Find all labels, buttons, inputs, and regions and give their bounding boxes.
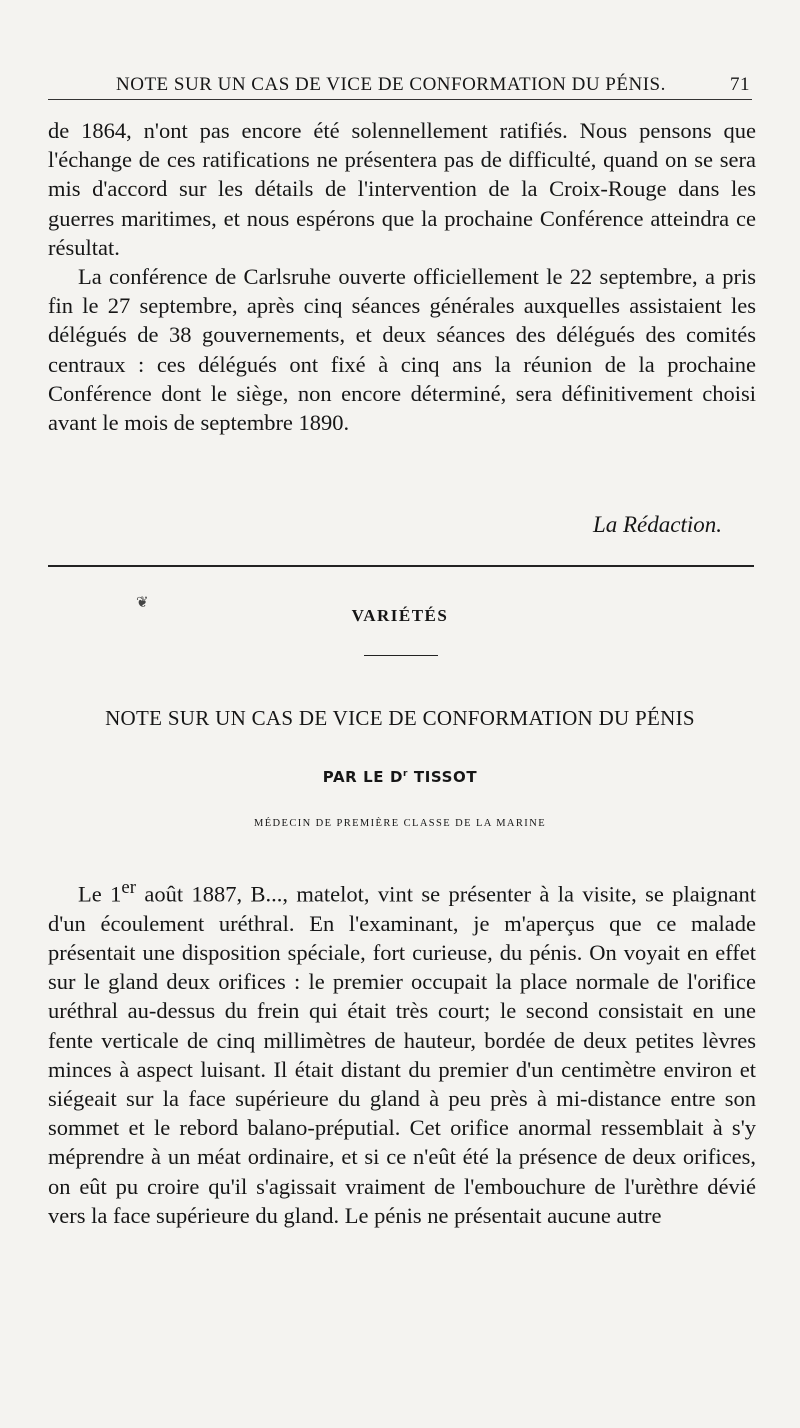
section-separator-rule — [48, 565, 754, 567]
continuation-paragraph-2: La conférence de Carlsruhe ouverte officiellement le 22 septembre, a pris fin le 27 septembre, après cinq séances générales auxquelles assistaient les délégués de 38 gouvernements, et deux séances des délégués des comités centraux : ces délégués ont fixé à cinq ans la réunion de la prochaine Conférence dont le siège, non encore déterminé, sera définitivement choisi avant le mois de septembre 1890. — [48, 264, 756, 436]
byline-prefix: PAR LE D — [322, 768, 404, 786]
section-heading: VARIÉTÉS — [351, 606, 449, 625]
continuation-text — [48, 116, 756, 437]
article-byline — [0, 768, 800, 786]
editorial-signature: La Rédaction. — [592, 512, 722, 537]
article-title: NOTE SUR UN CAS DE VICE DE CONFORMATION DU PÉNIS — [105, 706, 695, 730]
continuation-paragraph-1: de 1864, n'ont pas encore été solennellement ratifiés. Nous pensons que l'échange de ces ratifications ne présentera pas de difficulté, quand on se sera mis d'accord sur les détails de l'intervention de la Croix-Rouge dans les guerres maritimes, et nous espérons que la prochaine Conférence atteindra ce résultat. — [48, 118, 756, 260]
article-body — [48, 873, 756, 1230]
body-rest: août 1887, B..., matelot, vint se présenter à la visite, se plaignant d'un écoulement uréthral. En l'examinant, je m'aperçus que ce malade présentait une disposition spéciale, fort curieuse, du pénis. On voyait en effet sur le gland deux orifices : le premier occupait la place normale de l'orifice uréthral au-dessus du frein qui était très court; le second consistait en une fente verticale de cinq millimètres de hauteur, bordée de deux petites lèvres minces à aspect luisant. Il était distant du premier d'un centimètre environ et siégeait sur la face supérieure du gland à peu près à mi-distance entre son sommet et le rebord balano-préputial. Cet orifice anormal ressemblait à s'y méprendre à un méat ordinaire, et si ce n'eût été la présence de deux orifices, on eût pu croire qu'il s'agissait vraiment de l'embouchure de l'urèthre dévié vers la face supérieure du gland. Le pénis ne présentait aucune autre — [48, 881, 756, 1228]
body-superscript: er — [121, 877, 136, 898]
article-paragraph-1 — [48, 873, 756, 1230]
page-number: 71 — [730, 74, 750, 95]
byline-superscript: r — [403, 769, 409, 779]
running-title: NOTE SUR UN CAS DE VICE DE CONFORMATION DU PÉNIS. — [116, 74, 666, 95]
header-rule — [48, 99, 752, 100]
section-short-rule — [364, 655, 438, 656]
byline-name: TISSOT — [408, 768, 478, 786]
body-start: Le 1 — [78, 881, 122, 907]
author-affiliation: MÉDECIN DE PREMIÈRE CLASSE DE LA MARINE — [253, 818, 547, 829]
printer-ornament-icon: ❦ — [136, 595, 149, 611]
